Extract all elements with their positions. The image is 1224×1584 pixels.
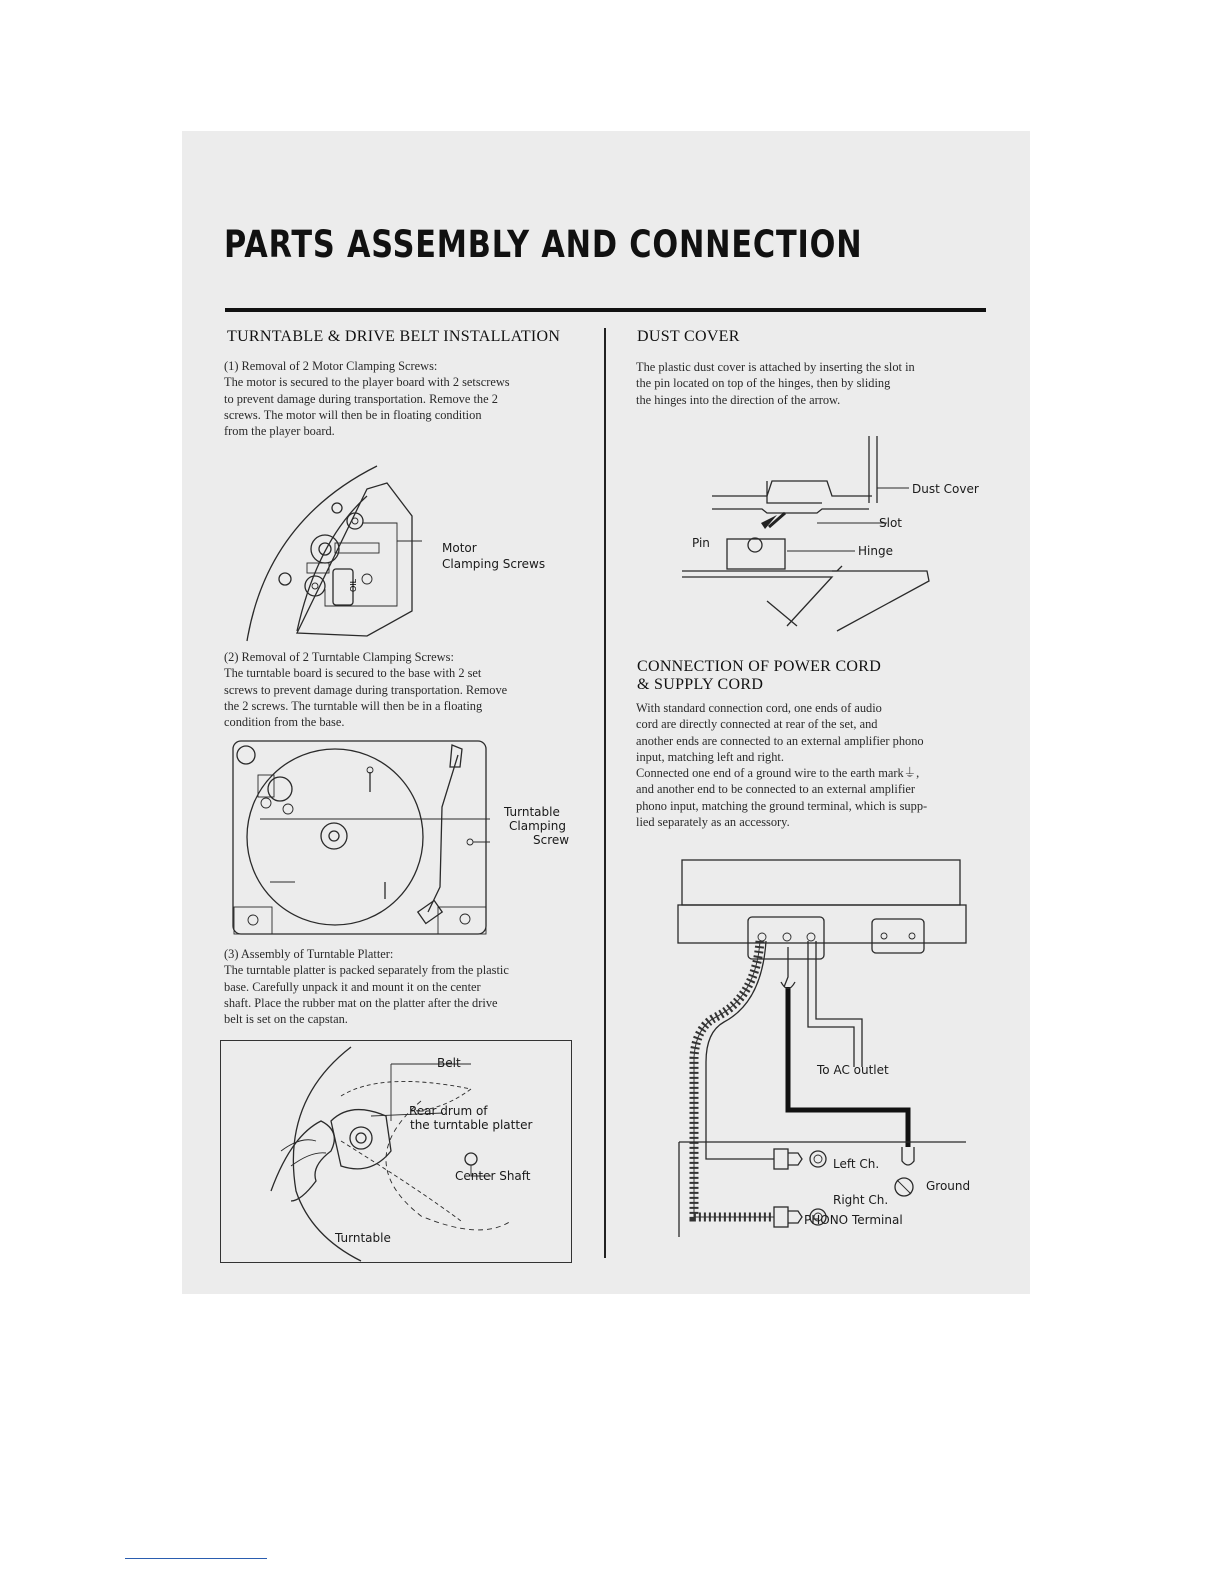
turntable-belt-heading: TURNTABLE & DRIVE BELT INSTALLATION <box>227 328 561 345</box>
connection-line: Connected one end of a ground wire to the earth mark⏚, <box>636 766 920 781</box>
dust-cover-label: Dust Cover <box>912 482 979 496</box>
title-rule <box>225 308 986 312</box>
connection-line: another ends are connected to an external amplifier phono <box>636 733 924 748</box>
right-ch-label: Right Ch. <box>833 1193 889 1207</box>
step1-title: (1) Removal of 2 Motor Clamping Screws: <box>224 359 438 373</box>
step2-line: the 2 screws. The turntable will then be in a floating <box>224 698 483 713</box>
turntable-fig-label: Turntable <box>335 1231 391 1245</box>
connection-line: With standard connection cord, one ends of audio <box>636 701 882 715</box>
connection-heading: CONNECTION OF POWER CORD <box>637 658 882 675</box>
manual-page <box>182 131 1030 1294</box>
rear-drum-label: Rear drum of <box>409 1104 488 1118</box>
screw-label: Screw <box>533 833 570 847</box>
step3-line: base. Carefully unpack it and mount it on the center <box>224 979 481 994</box>
connection-line: cord are directly connected at rear of the set, and <box>636 717 878 732</box>
step2-line: condition from the base. <box>224 715 345 730</box>
page-title: PARTS ASSEMBLY AND CONNECTION <box>224 223 863 266</box>
step1-line: screws. The motor will then be in floating condition <box>224 407 482 422</box>
motor-clamping-figure <box>237 461 437 646</box>
step3-line: belt is set on the capstan. <box>224 1012 348 1027</box>
hinge-label: Hinge <box>858 544 893 558</box>
connection-text <box>636 700 992 830</box>
step2-title: (2) Removal of 2 Turntable Clamping Screws: <box>224 650 454 664</box>
belt-label: Belt <box>437 1056 461 1070</box>
column-divider <box>604 328 606 1258</box>
step1-line: The motor is secured to the player board with 2 setscrews <box>224 375 510 390</box>
clamping-label: Clamping <box>509 819 566 833</box>
ground-label: Ground <box>926 1179 971 1193</box>
oil-stamp: OIL <box>349 578 358 592</box>
belt-figure <box>221 1041 571 1262</box>
step1-line: to prevent damage during transportation. Remove the 2 <box>224 391 498 406</box>
step2-line: screws to prevent damage during transportation. Remove <box>224 682 508 697</box>
pin-label: Pin <box>692 536 710 550</box>
dust-cover-figure <box>677 431 957 636</box>
step3-line: shaft. Place the rubber mat on the platter after the drive <box>224 995 498 1010</box>
dust-cover-line: the hinges into the direction of the arrow. <box>636 392 841 407</box>
footer-link-underline[interactable] <box>125 1558 267 1559</box>
rear-drum-label-2: the turntable platter <box>410 1118 533 1132</box>
dust-cover-line: The plastic dust cover is attached by inserting the slot in <box>636 360 915 374</box>
connection-line: phono input, matching the ground terminal, which is supp- <box>636 798 928 813</box>
center-shaft-label: Center Shaft <box>455 1169 531 1183</box>
dust-cover-heading: DUST COVER <box>637 328 740 345</box>
motor-label: Motor <box>442 541 477 555</box>
connection-heading-2: & SUPPLY CORD <box>637 676 764 693</box>
dust-cover-text <box>636 359 988 408</box>
connection-line: and another end to be connected to an external amplifier <box>636 782 916 797</box>
step3-title: (3) Assembly of Turntable Platter: <box>224 947 394 961</box>
slot-label: Slot <box>879 516 902 530</box>
step2-line: The turntable board is secured to the base with 2 set <box>224 666 482 681</box>
ac-outlet-label: To AC outlet <box>817 1063 889 1077</box>
step1-text <box>224 358 574 439</box>
connection-line: input, matching left and right. <box>636 749 784 764</box>
step3-text <box>224 946 574 1027</box>
phono-terminal-label: PHONO Terminal <box>804 1213 903 1227</box>
left-ch-label: Left Ch. <box>833 1157 880 1171</box>
turntable-clamping-figure <box>230 737 490 937</box>
turntable-label: Turntable <box>504 805 560 819</box>
step1-line: from the player board. <box>224 424 335 439</box>
dust-cover-line: the pin located on top of the hinges, then by sliding <box>636 376 891 391</box>
belt-figure-frame <box>220 1040 572 1263</box>
step2-text <box>224 649 574 730</box>
connection-line: lied separately as an accessory. <box>636 815 790 830</box>
clamping-screws-label: Clamping Screws <box>442 557 546 571</box>
step3-line: The turntable platter is packed separately from the plastic <box>224 963 509 978</box>
